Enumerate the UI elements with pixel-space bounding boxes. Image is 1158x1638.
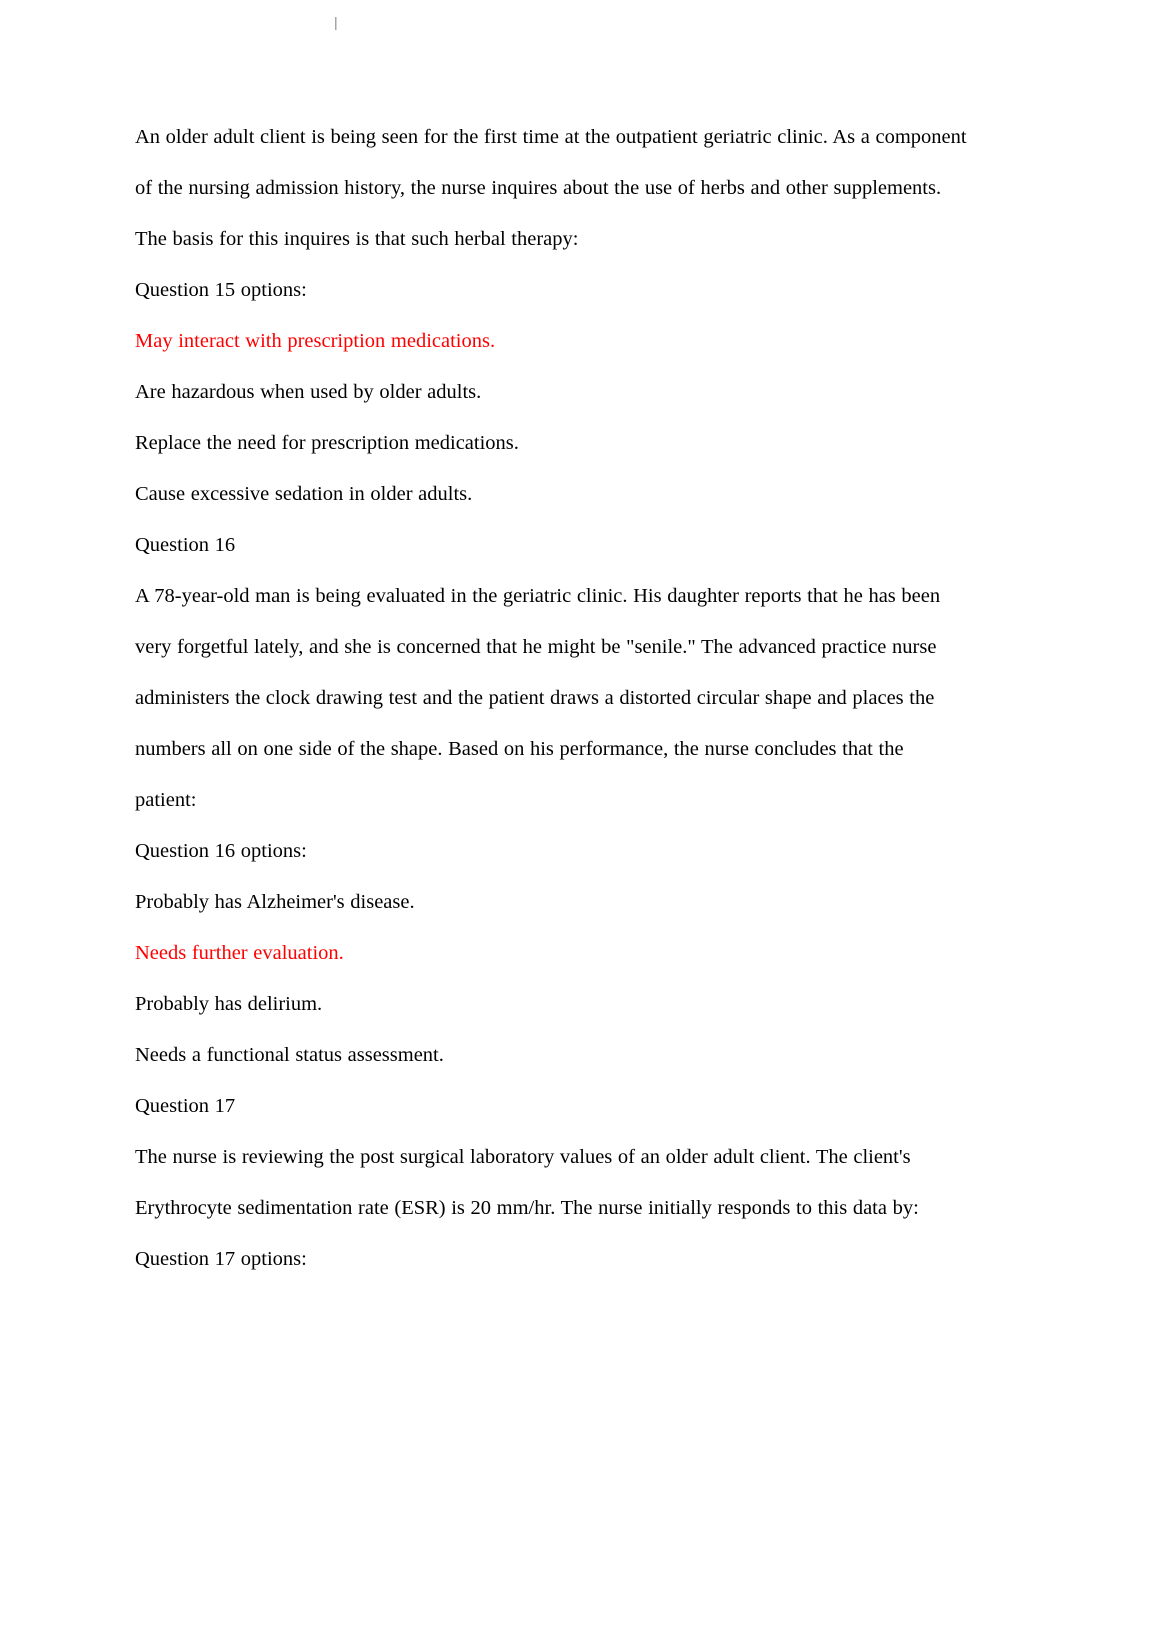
question-15-options-label: Question 15 options: — [135, 279, 307, 301]
question-17-heading: Question 17 — [135, 1095, 236, 1117]
question-16-options-label: Question 16 options: — [135, 840, 307, 862]
question-15-option: Replace the need for prescription medications. — [135, 432, 519, 454]
question-16-option: Needs a functional status assessment. — [135, 1044, 444, 1066]
question-15-stem: An older adult client is being seen for the first time at the outpatient geriatric clinic. As a component of the nursing admission history, the nurse inquires about the use of herbs and other supplements. The basis for this inquires is that such herbal therapy: — [135, 126, 967, 250]
question-16-stem: A 78-year-old man is being evaluated in the geriatric clinic. His daughter reports that he has been very forgetful lately, and she is concerned that he might be "senile." The advanced practice nurse administers the clock drawing test and the patient draws a distorted circular shape and places the numbers all on one side of the shape. Based on his performance, the nurse concludes that the patient: — [135, 585, 941, 811]
document-page — [135, 112, 969, 1285]
question-16-option-answer: Needs further evaluation. — [135, 942, 344, 964]
question-17-stem: The nurse is reviewing the post surgical laboratory values of an older adult client. The client's Erythrocyte sedimentation rate (ESR) is 20 mm/hr. The nurse initially responds to this data by: — [135, 1146, 919, 1219]
question-16-option: Probably has Alzheimer's disease. — [135, 891, 415, 913]
question-15-option-answer: May interact with prescription medications. — [135, 330, 496, 352]
question-17-options-label: Question 17 options: — [135, 1248, 307, 1270]
caret-mark: | — [334, 14, 338, 30]
question-15-option: Cause excessive sedation in older adults. — [135, 483, 473, 505]
question-16-option: Probably has delirium. — [135, 993, 323, 1015]
question-16-heading: Question 16 — [135, 534, 236, 556]
question-15-option: Are hazardous when used by older adults. — [135, 381, 482, 403]
